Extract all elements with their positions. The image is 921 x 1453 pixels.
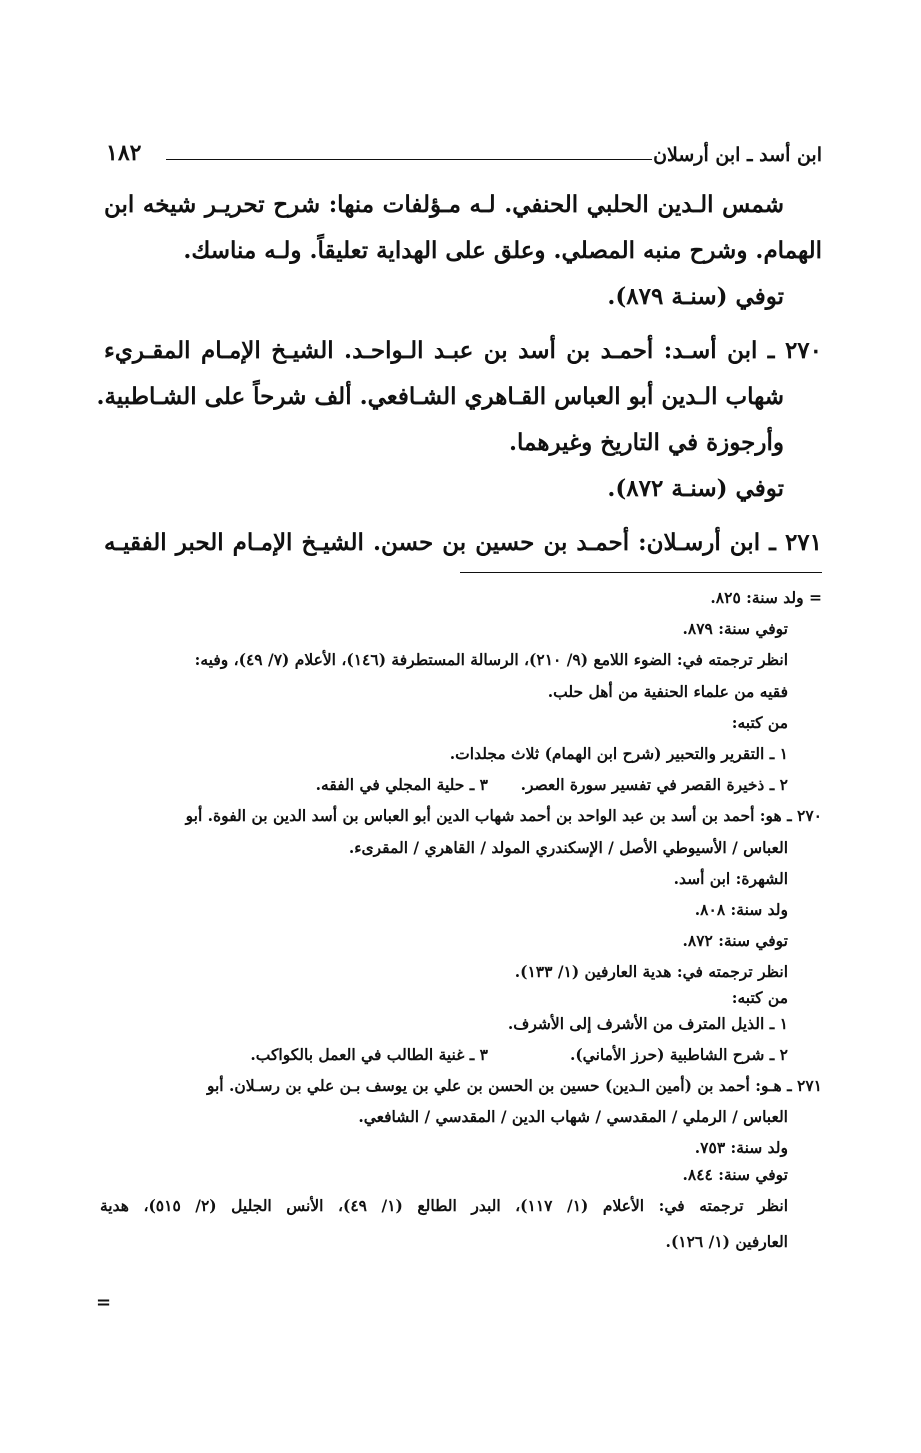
footnote-item: ٢ ـ شرح الشاطبية (حرز الأماني). <box>569 1044 788 1064</box>
footnote-line: ولد سنة: ٧٥٣. <box>694 1138 788 1158</box>
main-line: توفي (سنـة ٨٧٩). <box>607 283 784 310</box>
main-line: توفي (سنـة ٨٧٢). <box>607 475 784 502</box>
main-text <box>96 182 822 566</box>
main-line: وأرجوزة في التاريخ وغيرهما. <box>509 429 784 456</box>
footnote-line: فقيه من علماء الحنفية من أهل حلب. <box>547 681 788 701</box>
footnote-line: ١ ـ الذيل المترف من الأشرف إلى الأشرف. <box>507 1013 788 1033</box>
footnotes <box>100 582 822 1257</box>
header-rule <box>166 159 652 160</box>
page-header <box>106 140 822 176</box>
footnote-line: = ولد سنة: ٨٢٥. <box>710 588 822 607</box>
footnote-line: من كتبه: <box>731 712 788 732</box>
footnote-line: توفي سنة: ٨٤٤. <box>682 1164 788 1184</box>
entry-271-heading: ٢٧١ ـ ابن أرسـلان: أحمـد بن حسين بن حسن. الشيـخ الإمـام الحبر الفقيـه <box>104 529 822 556</box>
page-number: ١٨٢ <box>106 140 142 166</box>
footnote-line: العارفين (١/ ١٢٦). <box>665 1231 788 1251</box>
footnote-line: العباس / الرملي / المقدسي / شهاب الدين / المقدسي / الشافعي. <box>358 1107 788 1127</box>
entry-270-heading: ٢٧٠ ـ ابن أسـد: أحمـد بن أسد بن عبـد الـواحـد. الشيـخ الإمـام المقـريء <box>104 337 822 364</box>
continuation-mark: = <box>96 1292 112 1313</box>
footnote-line: توفي سنة: ٨٧٢. <box>682 931 788 951</box>
footnote-line: توفي سنة: ٨٧٩. <box>682 619 788 639</box>
footnote-line: انظر ترجمته في: الأعلام (١/ ١١٧)، البدر الطالع (١/ ٤٩)، الأنس الجليل (٢/ ٥١٥)، هدية <box>100 1195 789 1215</box>
main-line: شمس الـدين الحلبي الحنفي. لـه مـؤلفات منها: شرح تحريـر شيخه ابن <box>104 191 784 218</box>
main-line: شهاب الـدين أبو العباس القـاهري الشـافعي. ألف شرحاً على الشـاطبية. <box>96 383 784 410</box>
footnote-line-two-columns <box>100 1039 822 1070</box>
footnote-line: من كتبه: <box>731 987 788 1007</box>
footnote-item: ٣ ـ حلية المجلي في الفقه. <box>315 775 488 795</box>
footnote-line: الشهرة: ابن أسد. <box>673 868 788 888</box>
running-title: ابن أسد ـ ابن أرسلان <box>653 144 822 166</box>
footnote-line: ١ ـ التقرير والتحبير (شرح ابن الهمام) ثلاث مجلدات. <box>449 744 788 764</box>
main-line: الهمام. وشرح منبه المصلي. وعلق على الهداية تعليقاً. ولـه مناسك. <box>183 237 822 264</box>
footnote-line: ولد سنة: ٨٠٨. <box>694 900 788 920</box>
footnote-line-two-columns <box>100 769 822 800</box>
footnote-item: ٢ ـ ذخيرة القصر في تفسير سورة العصر. <box>520 775 788 795</box>
footnote-separator <box>460 572 822 573</box>
footnote-line: انظر ترجمته في: هدية العارفين (١/ ١٣٣). <box>514 962 788 982</box>
footnote-270: ٢٧٠ ـ هو: أحمد بن أسد بن عبد الواحد بن أحمد شهاب الدين أبو العباس بن أسد الدين بن الفوة. أبو <box>185 806 822 826</box>
footnote-271: ٢٧١ ـ هـو: أحمد بن (أمين الـدين) حسين بن الحسن بن علي بن يوسف بـن علي بن رسـلان. أبو <box>206 1076 822 1096</box>
footnote-item: ٣ ـ غنية الطالب في العمل بالكواكب. <box>250 1044 488 1064</box>
footnote-line: انظر ترجمته في: الضوء اللامع (٩/ ٢١٠)، الرسالة المستطرفة (١٤٦)، الأعلام (٧/ ٤٩)، وفيه: <box>194 650 788 670</box>
footnote-line: العباس / الأسيوطي الأصل / الإسكندري المولد / القاهري / المقرىء. <box>348 837 788 857</box>
